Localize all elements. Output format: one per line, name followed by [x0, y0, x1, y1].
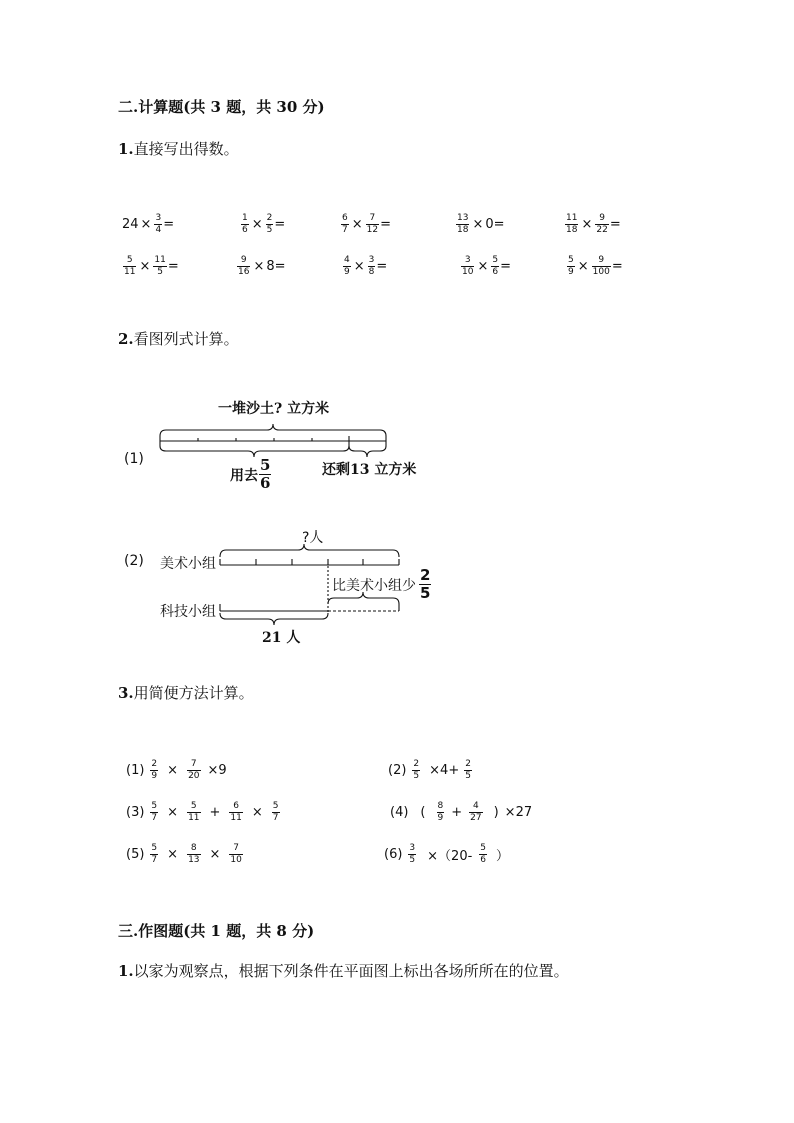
fraction: [469, 802, 482, 823]
numerator: 6: [233, 801, 240, 811]
tech-group-label: 科技小组: [160, 604, 216, 620]
less-than-art-label: [332, 568, 432, 601]
figure-1-used-label: [230, 458, 272, 491]
calc-item: [566, 256, 623, 277]
numerator: 5: [480, 843, 487, 853]
question-text: 用简便方法计算。: [133, 684, 254, 702]
fraction: [595, 214, 608, 235]
question-3-title: [118, 682, 254, 703]
figure-1-top-label: 一堆沙土? 立方米: [218, 401, 330, 417]
denominator: 18: [457, 225, 469, 235]
fraction: [187, 760, 200, 781]
denominator: 5: [409, 855, 416, 865]
question-number: 3.: [118, 684, 134, 702]
numerator: 5: [260, 456, 271, 474]
numerator: 6: [342, 213, 348, 223]
denominator: 6: [260, 474, 271, 492]
numerator: 4: [344, 255, 350, 265]
mid-expression: ×（20-: [427, 849, 473, 864]
numerator: 9: [240, 255, 247, 265]
fraction: [461, 256, 474, 277]
denominator: 20: [188, 771, 200, 781]
fraction: [437, 802, 445, 823]
denominator: 11: [230, 813, 242, 823]
denominator: 10: [462, 267, 474, 277]
numerator: 2: [151, 759, 158, 769]
figure-1-remain-label: 还剩13 立方米: [322, 462, 417, 478]
times-sign: ×: [209, 847, 221, 862]
numerator: 8: [190, 843, 197, 853]
fraction: [237, 256, 250, 277]
fraction: [341, 214, 349, 235]
denominator: 5: [157, 267, 163, 277]
equals-sign: =: [609, 217, 621, 232]
numerator: 5: [126, 255, 133, 265]
fraction: [491, 256, 499, 277]
question-1-title: [118, 138, 239, 159]
fraction: [229, 844, 242, 865]
denominator: 22: [596, 225, 608, 235]
calc-item: [122, 214, 174, 235]
times-sign: ×: [167, 763, 179, 778]
fraction: [343, 256, 351, 277]
numerator: 5: [492, 255, 499, 265]
times-sign: ×: [581, 217, 593, 232]
fraction: [187, 802, 200, 823]
numerator: 13: [457, 213, 469, 223]
denominator: 12: [366, 225, 379, 235]
numerator: 9: [598, 255, 605, 265]
calc-item: [236, 256, 286, 277]
less-prefix: 比美术小组少: [332, 577, 416, 594]
times-sign: ×: [472, 217, 484, 232]
fraction: [259, 458, 271, 491]
close-paren: ）: [496, 849, 510, 864]
numerator: 11: [154, 255, 166, 265]
calc-item: [460, 256, 511, 277]
numerator: 8: [437, 801, 444, 811]
denominator: 8: [368, 267, 375, 277]
fraction: [150, 844, 158, 865]
equals-sign: =: [376, 259, 388, 274]
item-index: (2): [388, 763, 407, 778]
times-sign: ×: [577, 259, 589, 274]
fraction: [150, 802, 158, 823]
equals-sign: =: [163, 217, 175, 232]
numerator: 1: [242, 213, 248, 223]
fraction: [241, 214, 249, 235]
question-number: 1.: [118, 140, 134, 158]
fraction: [154, 214, 162, 235]
times-sign: ×: [251, 805, 263, 820]
equals-sign: =: [611, 259, 623, 274]
equals-sign: =: [380, 217, 391, 232]
question-number: 1.: [118, 962, 134, 980]
mid-expression: ×4+: [429, 763, 460, 778]
times-sign: ×: [253, 259, 265, 274]
item-index: (1): [126, 763, 145, 778]
question-2-title: [118, 328, 239, 349]
fraction: [479, 844, 487, 865]
art-group-label: 美术小组: [160, 556, 216, 572]
denominator: 9: [568, 267, 574, 277]
fraction: [368, 256, 376, 277]
used-prefix: 用去: [230, 467, 258, 484]
fraction: [366, 214, 379, 235]
numerator: 11: [566, 213, 578, 223]
numerator: 7: [190, 759, 197, 769]
simplify-item-6: [384, 844, 509, 865]
fraction: [153, 256, 166, 277]
fraction: [229, 802, 242, 823]
question-text: 以家为观察点，根据下列条件在平面图上标出各场所所在的位置。: [133, 962, 569, 980]
calc-item: [340, 214, 391, 235]
denominator: 7: [272, 813, 279, 823]
numerator: 5: [190, 801, 197, 811]
equals-sign: =: [167, 259, 179, 274]
fraction: [412, 760, 420, 781]
numerator: 5: [272, 801, 279, 811]
simplify-item-5: [126, 844, 244, 865]
times-sign: ×: [140, 217, 152, 232]
fraction: [272, 802, 280, 823]
denominator: 11: [124, 267, 136, 277]
denominator: 6: [242, 225, 248, 235]
denominator: 11: [188, 813, 200, 823]
denominator: 16: [238, 267, 250, 277]
numerator: 7: [369, 213, 376, 223]
fraction: [150, 760, 158, 781]
numerator: 2: [266, 213, 273, 223]
denominator: 27: [470, 813, 482, 823]
equals-sign: =: [493, 217, 505, 232]
times-sign: ×: [167, 805, 179, 820]
section-3-question-1: [118, 960, 569, 981]
fraction: [592, 256, 611, 277]
simplify-item-2: [388, 760, 473, 781]
number: 24: [122, 217, 139, 232]
numerator: 4: [473, 801, 479, 811]
tech-count-label: 21 人: [262, 630, 301, 646]
art-total-label: ?人: [302, 530, 324, 546]
simplify-item-4: [390, 802, 532, 823]
times-sign: ×: [351, 217, 363, 232]
denominator: 5: [266, 225, 273, 235]
fraction: [419, 568, 431, 601]
denominator: 13: [188, 855, 200, 865]
denominator: 9: [437, 813, 444, 823]
equals-sign: =: [500, 259, 511, 274]
close-paren: ): [493, 805, 499, 820]
numerator: 3: [464, 255, 471, 265]
simplify-item-3: [126, 802, 281, 823]
section-2-title: 二.计算题(共 3 题，共 30 分): [118, 98, 325, 116]
item-index: (6): [384, 847, 403, 862]
fraction: [565, 214, 578, 235]
denominator: 7: [151, 813, 158, 823]
tail-expression: ×9: [207, 763, 227, 778]
denominator: 9: [151, 771, 158, 781]
numerator: 3: [155, 213, 162, 223]
fraction: [408, 844, 416, 865]
numerator: 3: [368, 255, 375, 265]
question-text: 看图列式计算。: [133, 330, 239, 348]
tail-expression: ×27: [504, 805, 533, 820]
numerator: 9: [599, 213, 605, 223]
equals-sign: =: [274, 259, 286, 274]
numerator: 3: [409, 843, 416, 853]
section-3-title: 三.作图题(共 1 题，共 8 分): [118, 922, 315, 940]
calc-item: [342, 256, 387, 277]
question-text: 直接写出得数。: [133, 140, 239, 158]
denominator: 100: [592, 267, 610, 277]
denominator: 7: [342, 225, 348, 235]
open-paren: (: [420, 805, 426, 820]
denominator: 9: [344, 267, 350, 277]
denominator: 6: [480, 855, 487, 865]
item-index: (4): [390, 805, 409, 820]
plus-sign: +: [451, 805, 463, 820]
times-sign: ×: [167, 847, 179, 862]
item-index: (5): [126, 847, 145, 862]
denominator: 18: [566, 225, 578, 235]
denominator: 7: [151, 855, 158, 865]
denominator: 6: [492, 267, 499, 277]
times-sign: ×: [353, 259, 365, 274]
calc-item: [122, 256, 179, 277]
numerator: 5: [151, 843, 158, 853]
figure-1-index: (1): [124, 451, 144, 467]
calc-item: [564, 214, 621, 235]
equals-sign: =: [274, 217, 286, 232]
calc-item: [455, 214, 505, 235]
fraction: [464, 760, 472, 781]
fraction: [567, 256, 575, 277]
numerator: 5: [568, 255, 574, 265]
number: 8: [266, 259, 275, 274]
numerator: 5: [151, 801, 158, 811]
denominator: 4: [155, 225, 162, 235]
simplify-item-1: [126, 760, 227, 781]
denominator: 5: [465, 771, 471, 781]
numerator: 7: [233, 843, 240, 853]
denominator: 5: [420, 584, 431, 602]
times-sign: ×: [477, 259, 489, 274]
item-index: (3): [126, 805, 145, 820]
fraction: [123, 256, 136, 277]
fraction: [456, 214, 469, 235]
plus-sign: +: [209, 805, 221, 820]
times-sign: ×: [139, 259, 151, 274]
fraction: [187, 844, 200, 865]
times-sign: ×: [251, 217, 263, 232]
denominator: 5: [413, 771, 420, 781]
calc-item: [240, 214, 285, 235]
question-number: 2.: [118, 330, 134, 348]
fraction: [266, 214, 274, 235]
numerator: 2: [465, 759, 471, 769]
numerator: 2: [413, 759, 420, 769]
numerator: 2: [420, 566, 431, 584]
denominator: 10: [230, 855, 242, 865]
figure-2-index: (2): [124, 553, 144, 569]
number: 0: [485, 217, 494, 232]
